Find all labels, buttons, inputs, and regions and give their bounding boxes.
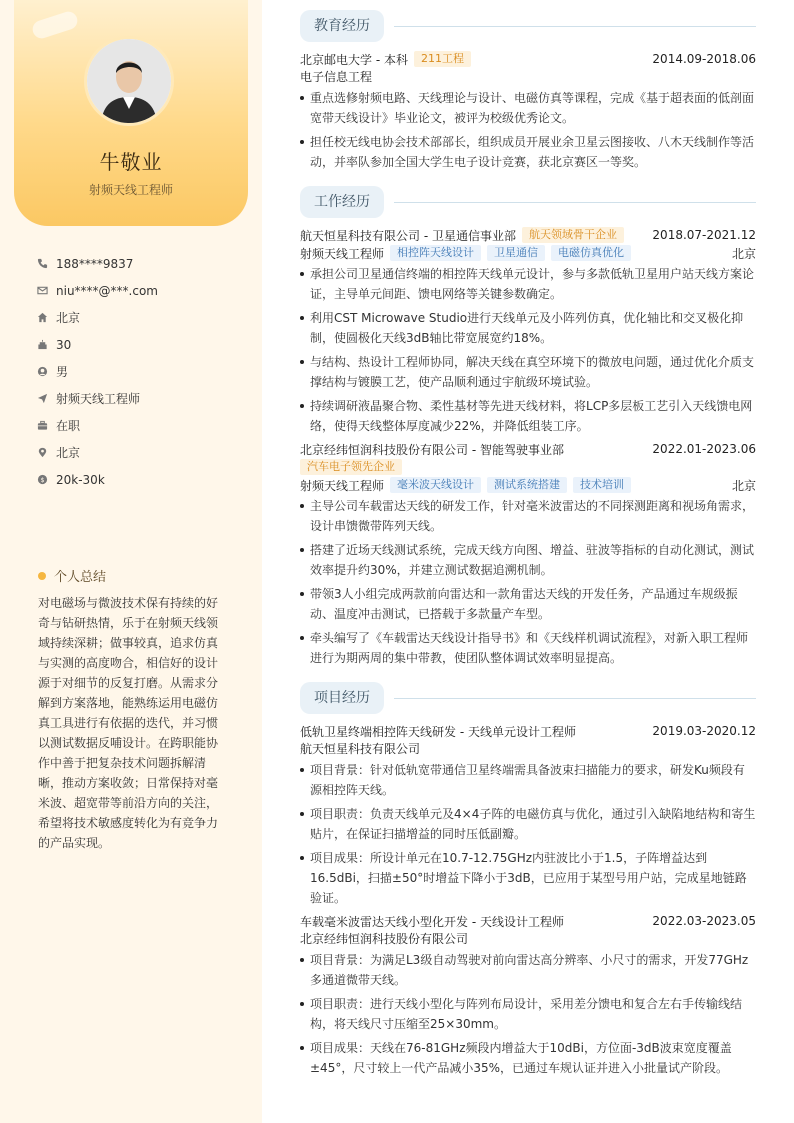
list-item: 牵头编写了《车载雷达天线设计指导书》和《天线样机调试流程》，对新入职工程师进行为期两周的集中带教，使团队整体调试效率明显提高。 — [300, 628, 756, 668]
main-content — [300, 10, 756, 1092]
job-position: 射频天线工程师 — [300, 246, 385, 261]
contact-age — [36, 331, 246, 358]
school-tag: 211工程 — [414, 51, 471, 67]
contact-residence — [36, 304, 246, 331]
summary-heading — [38, 566, 106, 585]
contact-target-role-value: 射频天线工程师 — [56, 392, 141, 406]
job-company-row — [300, 226, 756, 244]
list-item: 带领3人小组完成两款前向雷达和一款角雷达天线的开发任务，产品通过车规级振动、温度冲击测试，已搭载于多款量产车型。 — [300, 584, 756, 624]
project-title-row — [300, 912, 756, 930]
list-item: 搭建了近场天线测试系统，完成天线方向图、增益、驻波等指标的自动化测试，测试效率提升约30%，并建立测试数据追溯机制。 — [300, 540, 756, 580]
job-company-tag: 航天领域骨干企业 — [522, 227, 624, 243]
education-header — [300, 10, 756, 42]
job-entry — [300, 440, 756, 668]
contact-email — [36, 277, 246, 304]
work-header — [300, 186, 756, 218]
contact-age-value: 30 — [56, 337, 72, 352]
skill-tag: 技术培训 — [573, 477, 631, 493]
job-bullets — [300, 264, 756, 436]
contact-status — [36, 412, 246, 439]
list-item: 承担公司卫星通信终端的相控阵天线单元设计，参与多款低轨卫星用户站天线方案论证，主导单元间距、馈电网络等关键参数确定。 — [300, 264, 756, 304]
contact-gender-value: 男 — [56, 365, 69, 379]
skill-tag: 电磁仿真优化 — [551, 245, 631, 261]
skill-tag: 毫米波天线设计 — [390, 477, 481, 493]
job-bullets — [300, 496, 756, 668]
project-bullets — [300, 760, 756, 908]
work-section — [300, 186, 756, 668]
work-heading: 工作经历 — [300, 186, 384, 218]
divider — [394, 202, 756, 203]
projects-section — [300, 682, 756, 1078]
briefcase-icon — [36, 420, 48, 432]
job-position-row — [300, 476, 756, 494]
mail-icon — [36, 285, 48, 297]
project-entry — [300, 722, 756, 908]
list-item: 利用CST Microwave Studio进行天线单元及小阵列仿真，优化轴比和交叉极化抑制，使圆极化天线3dB轴比带宽展宽约18%。 — [300, 308, 756, 348]
summary-text: 对电磁场与微波技术保有持续的好奇与钻研热情，乐于在射频天线领域持续深耕；做事较真，追求仿真与实测的高度吻合，相信好的设计源于对细节的反复打磨。从需求分解到方案落地，能熟练运用电磁仿真工具进行有依据的迭代，并习惯以测试数据反哺设计。在跨职能协作中善于把复杂技术问题拆解清晰，推动方案收敛；日常保持对毫米波、超宽带等前沿方向的关注，希望将技术敏感度转化为有竞争力的产品实现。 — [38, 596, 219, 850]
education-section — [300, 10, 756, 172]
list-item: 项目背景：为满足L3级自动驾驶对前向雷达高分辨率、小尺寸的需求，开发77GHz多通道微带天线。 — [300, 950, 756, 990]
salary-icon — [36, 474, 48, 486]
job-company-tag-row — [300, 458, 756, 476]
job-city: 北京 — [731, 478, 756, 493]
job-company: 航天恒星科技有限公司 - 卫星通信事业部 — [300, 228, 516, 243]
contact-phone — [36, 250, 246, 277]
education-period: 2014.09-2018.06 — [652, 52, 756, 66]
home-icon — [36, 312, 48, 324]
list-item: 与结构、热设计工程师协同，解决天线在真空环境下的微放电问题，通过优化介质支撑结构与镀膜工艺，使产品顺利通过宇航级环境试验。 — [300, 352, 756, 392]
job-position: 射频天线工程师 — [300, 478, 385, 493]
phone-icon — [36, 258, 48, 270]
summary-heading-label: 个人总结 — [54, 570, 107, 585]
candidate-title: 射频天线工程师 — [88, 183, 173, 197]
skill-tag: 测试系统搭建 — [487, 477, 567, 493]
list-item: 项目成果：天线在76-81GHz频段内增益大于10dBi，方位面-3dB波束宽度覆盖±45°，尺寸较上一代产品减小35%，已通过车规认证并进入小批量试产阶段。 — [300, 1038, 756, 1078]
job-position-row — [300, 244, 756, 262]
education-row — [300, 50, 756, 68]
projects-header — [300, 682, 756, 714]
contact-status-value: 在职 — [56, 419, 81, 433]
contact-gender — [36, 358, 246, 385]
contact-list — [36, 250, 246, 493]
job-period: 2022.01-2023.06 — [652, 442, 756, 456]
decorative-shape — [30, 9, 79, 40]
project-title: 低轨卫星终端相控阵天线研发 - 天线单元设计工程师 — [300, 724, 576, 739]
contact-residence-value: 北京 — [56, 311, 81, 325]
profile-card — [14, 0, 248, 226]
list-item: 项目成果：所设计单元在10.7-12.75GHz内驻波比小于1.5，子阵增益达到16.5dBi，扫描±50°时增益下降小于3dB，已应用于某型号用户站，完成星地链路验证。 — [300, 848, 756, 908]
cake-icon — [36, 339, 48, 351]
contact-email-value: niu****@***.com — [56, 283, 158, 298]
list-item: 项目背景：针对低轨宽带通信卫星终端需具备波束扫描能力的要求，研发Ku频段有源相控阵天线。 — [300, 760, 756, 800]
list-item: 担任校无线电协会技术部部长，组织成员开展业余卫星云图接收、八木天线制作等活动，并率队参加全国大学生电子设计竞赛，获北京赛区一等奖。 — [300, 132, 756, 172]
skill-tag: 相控阵天线设计 — [390, 245, 481, 261]
project-org: 北京经纬恒润科技股份有限公司 — [300, 932, 469, 946]
skill-tag: 卫星通信 — [487, 245, 545, 261]
project-period: 2019.03-2020.12 — [652, 724, 756, 738]
avatar — [84, 36, 174, 126]
svg-text:$: $ — [39, 475, 45, 484]
list-item: 项目职责：进行天线小型化与阵列布局设计，采用差分馈电和复合左右手传输线结构，将天线尺寸压缩至25×30mm。 — [300, 994, 756, 1034]
location-icon — [36, 447, 48, 459]
bullet-dot-icon — [38, 572, 46, 580]
contact-salary-value: 20k-30k — [56, 472, 105, 487]
job-company: 北京经纬恒润科技股份有限公司 - 智能驾驶事业部 — [300, 442, 564, 457]
school-name: 北京邮电大学 - 本科 — [300, 52, 408, 67]
job-company-tag: 汽车电子领先企业 — [300, 459, 402, 475]
list-item: 持续调研液晶聚合物、柔性基材等先进天线材料，将LCP多层板工艺引入天线馈电网络，使得天线整体厚度减少22%，并降低组装工序。 — [300, 396, 756, 436]
project-title: 车载毫米波雷达天线小型化开发 - 天线设计工程师 — [300, 914, 564, 929]
education-heading: 教育经历 — [300, 10, 384, 42]
project-entry — [300, 912, 756, 1078]
gender-icon — [36, 366, 48, 378]
project-org: 航天恒星科技有限公司 — [300, 742, 421, 756]
list-item: 项目职责：负责天线单元及4×4子阵的电磁仿真与优化，通过引入缺陷地结构和寄生贴片，在保证扫描增益的同时压低副瓣。 — [300, 804, 756, 844]
project-period: 2022.03-2023.05 — [652, 914, 756, 928]
projects-heading: 项目经历 — [300, 682, 384, 714]
project-title-row — [300, 722, 756, 740]
job-city: 北京 — [731, 246, 756, 261]
sidebar — [0, 0, 262, 1123]
list-item: 主导公司车载雷达天线的研发工作，针对毫米波雷达的不同探测距离和视场角需求，设计串馈微带阵列天线。 — [300, 496, 756, 536]
contact-location — [36, 439, 246, 466]
contact-salary — [36, 466, 246, 493]
contact-phone-value: 188****9837 — [56, 256, 134, 271]
send-icon — [36, 393, 48, 405]
education-bullets — [300, 88, 756, 172]
project-bullets — [300, 950, 756, 1078]
job-period: 2018.07-2021.12 — [652, 228, 756, 242]
divider — [394, 26, 756, 27]
job-entry — [300, 226, 756, 436]
list-item: 重点选修射频电路、天线理论与设计、电磁仿真等课程，完成《基于超表面的低剖面宽带天线设计》毕业论文，被评为校级优秀论文。 — [300, 88, 756, 128]
divider — [394, 698, 756, 699]
job-company-row — [300, 440, 756, 458]
education-major: 电子信息工程 — [300, 70, 373, 84]
candidate-name: 牛敬业 — [99, 150, 163, 174]
contact-location-value: 北京 — [56, 446, 81, 460]
contact-target-role — [36, 385, 246, 412]
